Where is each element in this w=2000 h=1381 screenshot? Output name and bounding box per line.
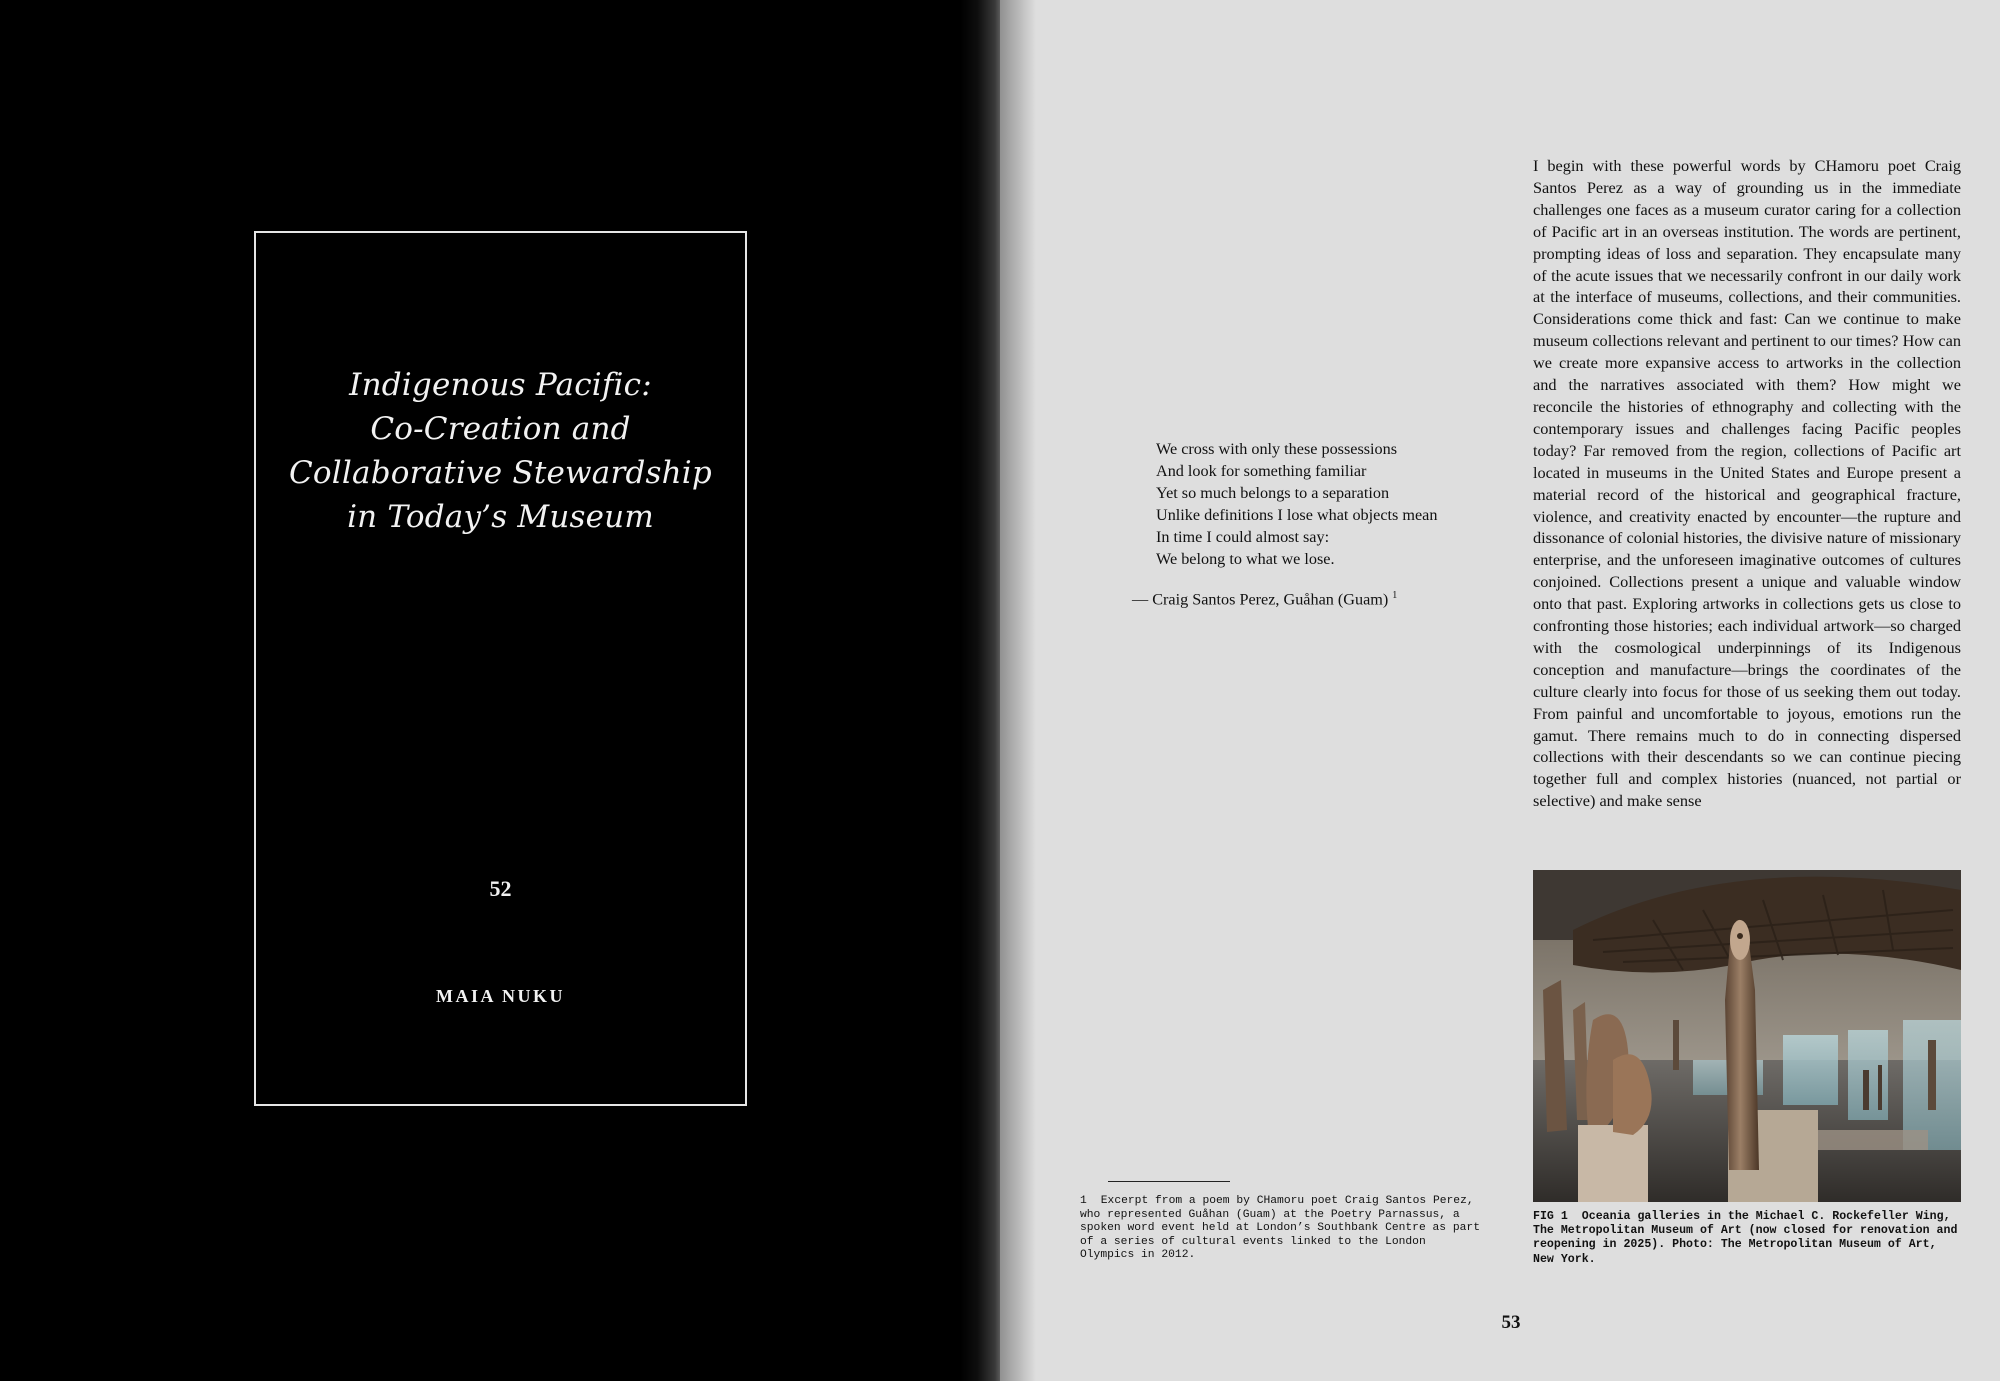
attribution-text: — Craig Santos Perez, Guåhan (Guam) [1132, 590, 1389, 609]
chapter-title-line: Indigenous Pacific: [349, 367, 652, 403]
gallery-photo-illustration [1533, 870, 1961, 1202]
epigraph-line: Unlike definitions I lose what objects mean [1156, 506, 1438, 524]
chapter-title-line: Collaborative Stewardship [289, 455, 712, 491]
epigraph-attribution [1132, 590, 1492, 609]
body-paragraph: I begin with these powerful words by CHamoru poet Craig Santos Perez as a way of grounding us in the immediate challenges one faces as a museum curator caring for a collection of Pacific art in an overseas institution. The words are pertinent, prompting ideas of loss and separation. They encapsulate many of the acute issues that we necessarily confront in our daily work at the interface of museums, collections, and their communities. Considerations come thick and fast: Can we continue to make museum collections relevant and pertinent to our times? How can we create more expansive access to artworks in the collection and the narratives associated with them? How might we reconcile the histories of ethnography and collecting with the contemporary issues and challenges facing Pacific peoples today? Far removed from the region, collections of Pacific art located in museums in the United States and Europe present a material record of the historical and geographical fracture, violence, and creativity enacted by encounter—the rupture and dissonance of colonial histories, the divisive nature of missionary enterprise, and the unforeseen imaginative outcomes of cultures conjoined. Collections present a unique and valuable window onto that past. Exploring artworks in collections gets us close to confronting those histories; each individual artwork—so charged with the cosmological underpinnings of its Indigenous conception and manufacture—brings the coordinates of the culture clearly into focus for those of us seeking them out today. From painful and uncomfortable to joyous, emotions run the gamut. There remains much to do in connecting dispersed collections with their descendants so we can continue piecing together full and complex histories (nuanced, not partial or selective) and make sense [1533, 156, 1961, 811]
epigraph-line: In time I could almost say: [1156, 528, 1330, 546]
right-page [1000, 0, 2000, 1381]
page-shadow [1000, 0, 1036, 1381]
footnote-number: 1 [1080, 1195, 1087, 1207]
epigraph-poem [1156, 438, 1496, 570]
footnote-marker[interactable]: 1 [1392, 590, 1398, 601]
epigraph-line: And look for something familiar [1156, 462, 1367, 480]
chapter-title [256, 363, 745, 539]
epigraph-line: Yet so much belongs to a separation [1156, 484, 1390, 502]
title-frame [254, 231, 747, 1106]
chapter-title-line: Co-Creation and [370, 411, 631, 447]
epigraph-line: We cross with only these possessions [1156, 440, 1398, 458]
chapter-page-number: 52 [489, 876, 512, 901]
figure-photo-oceania-gallery [1533, 870, 1961, 1202]
footnote-text: Excerpt from a poem by CHamoru poet Craig Santos Perez, who represented Guåhan (Guam) at the Poetry Parnassus, a spoken word event held at London’s Southbank Centre as part of a series of cultural events linked to the London Olympics in 2012. [1080, 1195, 1480, 1262]
figure-label: FIG 1 [1533, 1210, 1568, 1223]
footnote-divider [1108, 1181, 1230, 1182]
figure-caption-text: Oceania galleries in the Michael C. Rockefeller Wing, The Metropolitan Museum of Art (now closed for renovation and reopening in 2025). Photo: The Metropolitan Museum of Art, New York. [1533, 1210, 1958, 1266]
epigraph-line: We belong to what we lose. [1156, 550, 1335, 568]
page-number: 53 [1501, 1312, 1521, 1333]
chapter-title-line: in Today’s Museum [347, 499, 654, 535]
footnote [1080, 1195, 1480, 1263]
figure-caption [1533, 1210, 1963, 1267]
author-name: MAIA NUKU [436, 986, 565, 1006]
